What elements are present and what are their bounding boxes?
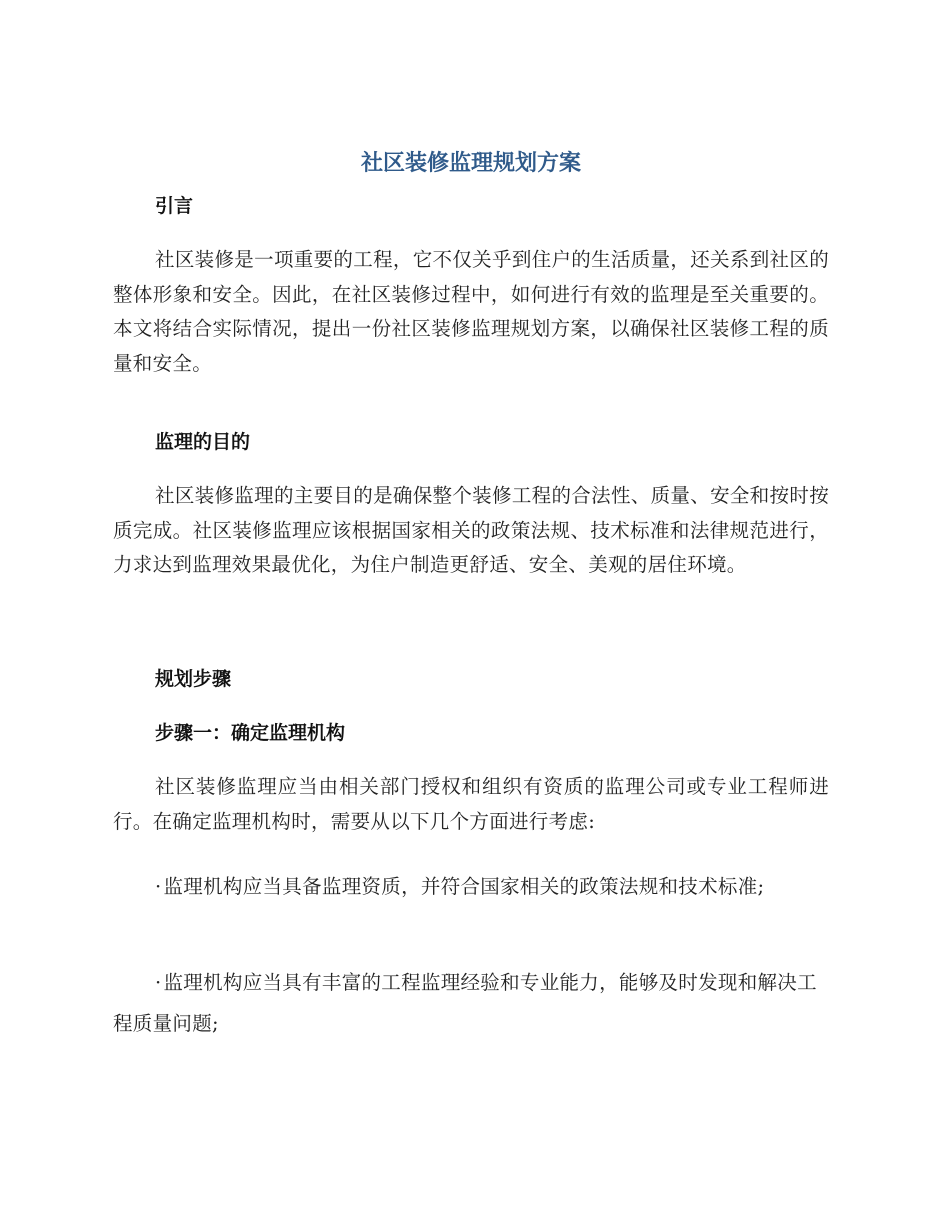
heading-step-one: 步骤一：确定监理机构 [155, 722, 346, 744]
bullet-text: 监理机构应当具有丰富的工程监理经验和专业能力，能够及时发现和解决工程质量问题; [113, 971, 817, 1035]
bullet-dot: · [155, 971, 162, 994]
document-title: 社区装修监理规划方案 [360, 151, 581, 176]
paragraph-step-one: 社区装修监理应当由相关部门授权和组织有资质的监理公司或专业工程师进行。在确定监理机构时，需要从以下几个方面进行考虑: [113, 775, 829, 833]
bullet-text: 监理机构应当具备监理资质，并符合国家相关的政策法规和技术标准; [163, 875, 765, 898]
heading-planning-steps: 规划步骤 [155, 668, 232, 690]
bullet-item [113, 962, 829, 1044]
heading-introduction: 引言 [155, 195, 194, 217]
heading-purpose: 监理的目的 [155, 431, 251, 453]
paragraph-introduction: 社区装修是一项重要的工程，它不仅关乎到住户的生活质量，还关系到社区的整体形象和安全。因此，在社区装修过程中，如何进行有效的监理是至关重要的。本文将结合实际情况，提出一份社区装修监理规划方案，以确保社区装修工程的质量和安全。 [113, 248, 829, 375]
paragraph-purpose: 社区装修监理的主要目的是确保整个装修工程的合法性、质量、安全和按时按质完成。社区装修监理应该根据国家相关的政策法规、技术标准和法律规范进行，力求达到监理效果最优化，为住户制造更舒适、安全、美观的居住环境。 [113, 484, 829, 576]
bullet-item [113, 866, 829, 907]
bullet-dot: · [155, 875, 162, 898]
